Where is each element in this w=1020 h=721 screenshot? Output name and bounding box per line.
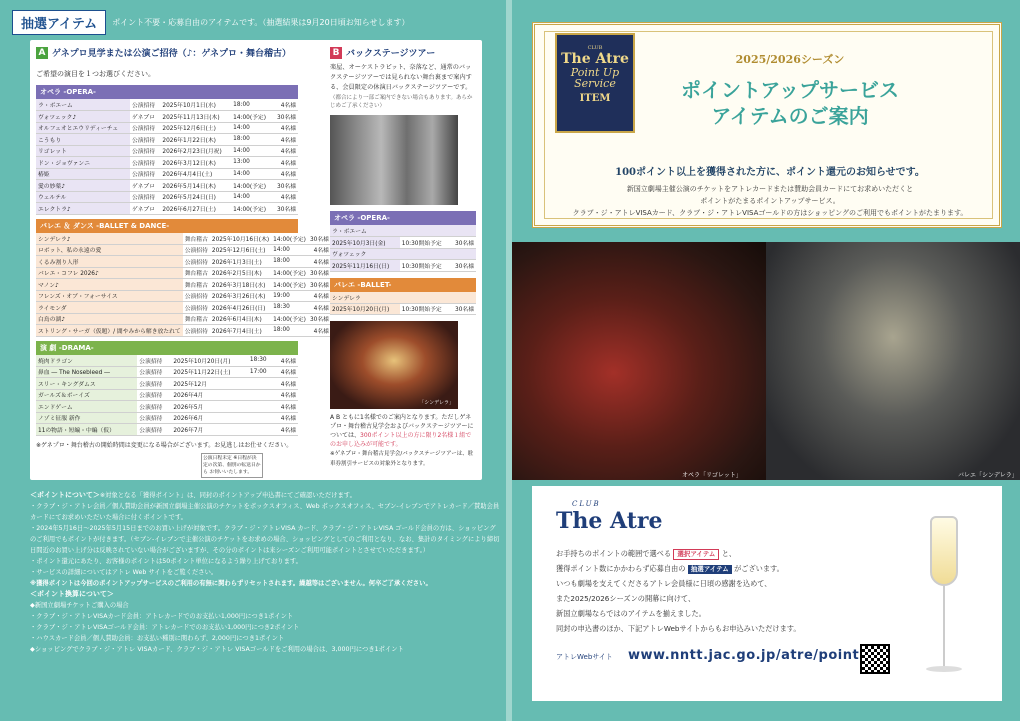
cinderella-ballet-caption: バレエ「シンデレラ」	[958, 472, 1018, 479]
champagne-glass-icon	[922, 516, 966, 686]
table-row	[36, 99, 298, 111]
description	[535, 183, 1005, 219]
table-row	[36, 134, 298, 146]
table-cell: 14:00	[231, 191, 272, 203]
section-b-text: 楽屋、オーケストラピット、奈落など、通常のバックステージツアーでは見られない舞台裏まで案内する、会員限定の休演日バックステージツアーです。	[330, 64, 472, 91]
drama-note: 公演日程未定 ※日程が決定の次第、個別の転送日から お伺いいたします。	[201, 453, 263, 478]
description-1: 新国立劇場主催公演のチケットをアトレカードまたは賛助会員カードにてお求めいただくと	[626, 185, 914, 193]
table-cell: 2025年11月22日(土)	[171, 366, 248, 378]
table-cell: バレエ・コフレ 2026♪	[36, 267, 183, 279]
table-cell: ロボット、私の永遠の愛	[36, 244, 183, 256]
table-cell	[248, 424, 274, 436]
club-text	[556, 546, 856, 636]
backstage-opera-category: オペラ -OPERA-	[330, 211, 476, 225]
table-cell: 14:00(予定)	[271, 233, 308, 245]
table-cell: 公演招待	[137, 401, 171, 413]
table-cell: 2025年10月16日(木)	[210, 233, 271, 245]
table-cell: 公演招待	[183, 290, 210, 302]
table-cell: 4名様	[308, 325, 331, 337]
table-cell: 2025年10月20日(月)	[171, 355, 248, 367]
subline: 100ポイント以上を獲得された方に、ポイント還元のお知らせです。	[615, 167, 925, 178]
table-cell: こうもり	[36, 134, 130, 146]
table-cell: 30名様	[308, 279, 331, 291]
table-cell: ノゾミ征服 新作	[36, 412, 137, 424]
backstage-opera	[330, 211, 476, 272]
table-cell: 2026年1月22日(木)	[160, 134, 231, 146]
logo-club: CLUB	[587, 45, 603, 51]
table-cell: エレクトラ♪	[36, 203, 130, 215]
club-word: CLUB	[572, 500, 601, 508]
backstage-opera-table	[330, 225, 476, 272]
table-cell: 公演招待	[137, 366, 171, 378]
qr-code-icon[interactable]	[860, 644, 890, 674]
club-atre-logo	[555, 33, 635, 133]
cinderella-ballet-photo	[766, 242, 1020, 480]
table-cell: 舞台稽古	[183, 233, 210, 245]
table-cell: 4名様	[308, 302, 331, 314]
table-row	[36, 256, 331, 268]
table-cell: 18:00	[271, 256, 308, 268]
table-cell: ヴォツェック	[330, 248, 476, 260]
description-2: ポイントがたまるポイントアップサービス。	[700, 197, 840, 205]
drama-table	[36, 355, 298, 436]
glass-base	[926, 666, 962, 672]
table-cell: 公演招待	[130, 145, 160, 157]
table-cell: 4名様	[272, 157, 298, 169]
table-cell: 2026年6月	[171, 412, 248, 424]
points-note-0: ※対象となる「獲得ポイント」は、同封のポイントアップ申込書にてご確認いただけます。	[99, 492, 356, 499]
table-row	[36, 424, 298, 436]
table-row	[36, 203, 298, 215]
table-cell: 4名様	[274, 412, 298, 424]
table-cell: 10:30開始予定	[400, 260, 450, 272]
table-cell: 4名様	[272, 99, 298, 111]
table-row	[36, 290, 331, 302]
table-row	[36, 313, 331, 325]
conversion-heading: ＜ポイント換算について＞	[30, 590, 114, 598]
backstage-ballet-table	[330, 292, 476, 316]
table-cell: 30名様	[450, 260, 476, 272]
table-row	[36, 355, 298, 367]
season-label: 2025/2026シーズン	[735, 53, 845, 66]
table-cell: 4名様	[272, 134, 298, 146]
table-cell: 2026年2月23日(月祝)	[160, 145, 231, 157]
section-b-badge: B	[330, 47, 342, 59]
table-row	[36, 366, 298, 378]
stage-photos	[512, 242, 1020, 480]
website-url[interactable]: www.nntt.jac.go.jp/atre/point	[628, 648, 860, 663]
table-cell: 30名様	[308, 267, 331, 279]
table-cell	[248, 412, 274, 424]
club-text-5: 新国立劇場ならではのアイテムを揃えました。	[556, 609, 706, 618]
table-cell: 30名様	[272, 203, 298, 215]
points-note-5: ※獲得ポイントは今回のポイントアップサービスのご利用の有無に関わらずリセットされます。繰越等はございません。何卒ご了承ください。	[30, 580, 432, 587]
table-cell: 公演招待	[137, 412, 171, 424]
table-cell: 焼肉ドラゴン	[36, 355, 137, 367]
table-row	[36, 145, 298, 157]
table-cell: 30名様	[308, 233, 331, 245]
club-text-2b: がございます。	[734, 564, 784, 573]
table-cell: ストリング・サーガ（仮題）/ 闇やみから解き放たれて	[36, 325, 183, 337]
table-row	[36, 279, 331, 291]
table-row	[36, 111, 298, 123]
table-cell: 2025年12月6日(土)	[160, 122, 231, 134]
table-cell: 2026年5月	[171, 401, 248, 413]
table-cell: 舞台稽古	[183, 313, 210, 325]
table-row	[36, 233, 331, 245]
table-cell: ウェルテル	[36, 191, 130, 203]
table-cell: 14:00(予定)	[231, 111, 272, 123]
main-title	[660, 77, 920, 129]
table-row	[330, 225, 476, 237]
table-row	[36, 157, 298, 169]
table-cell: リゴレット	[36, 145, 130, 157]
table-cell: 4名様	[274, 424, 298, 436]
opera-category: オペラ -OPERA-	[36, 85, 298, 99]
table-cell: オルフェオとエウリディーチェ	[36, 122, 130, 134]
conversion-3: ・ハウスカード会員／個人賛助会員：お支払い種別に関わらず、2,000円につき1ポイント	[30, 635, 285, 642]
table-cell: 舞台稽古	[183, 267, 210, 279]
table-cell: 18:00	[271, 325, 308, 337]
table-cell: シンデレラ♪	[36, 233, 183, 245]
section-b-foot-red: 300ポイント以上の方に限り2名様１組でのお申し込みが可能です。	[330, 432, 472, 448]
section-a-title: ゲネプロ見学または公演ご招待（♪：ゲネプロ・舞台稽古）	[52, 49, 292, 59]
table-row	[36, 401, 298, 413]
backstage-photo	[330, 115, 458, 205]
table-cell: 18:00	[231, 99, 272, 111]
table-cell: 14:00(予定)	[271, 267, 308, 279]
table-cell: ヴォツェック♪	[36, 111, 130, 123]
table-cell: 14:00	[231, 122, 272, 134]
description-3: クラブ・ジ・アトレVISAカード、クラブ・ジ・アトレVISAゴールドの方はショッピングのご利用でもポイントがたまります。	[572, 209, 968, 217]
table-cell: 公演招待	[137, 378, 171, 390]
section-b-foot2: ※ゲネプロ・舞台稽古見学会/バックステージツアーは、駐車券割引サービスの対象外となります。	[330, 451, 474, 467]
table-cell: 14:00	[231, 168, 272, 180]
table-cell: 公演招待	[130, 168, 160, 180]
table-cell: 4名様	[308, 290, 331, 302]
table-cell: 4名様	[308, 256, 331, 268]
conversion-4: ◆ショッピングでクラブ・ジ・アトレ VISAカード、クラブ・ジ・アトレ VISAゴールドをご利用の場合は、3,000円につき1ポイント	[30, 646, 404, 653]
table-cell: 鼻血 ― The Nosebleed ―	[36, 366, 137, 378]
cinderella-caption: 「シンデレラ」	[419, 400, 454, 406]
table-cell: 公演招待	[137, 424, 171, 436]
table-cell: ドン・ジョヴァンニ	[36, 157, 130, 169]
table-cell: 2026年3月18日(水)	[210, 279, 271, 291]
table-cell: 公演招待	[130, 99, 160, 111]
lottery-item-label: 抽選アイテム	[688, 565, 732, 574]
table-cell: 愛の妙薬♪	[36, 180, 130, 192]
section-a-intro: ご希望の演目を１つお選びください。	[36, 70, 155, 78]
table-cell: 白鳥の湖♪	[36, 313, 183, 325]
left-page	[0, 0, 508, 721]
table-cell: 2026年6月4日(木)	[210, 313, 271, 325]
table-cell: 公演招待	[137, 355, 171, 367]
section-b-title: バックステージツアー	[346, 49, 436, 59]
table-cell: 14:00(予定)	[271, 313, 308, 325]
hero-panel	[532, 22, 1002, 228]
table-cell: 14:00	[231, 145, 272, 157]
ballet-category: バレエ ＆ ダンス -BALLET & DANCE-	[36, 219, 298, 233]
table-cell	[248, 378, 274, 390]
ballet-table	[36, 233, 331, 337]
table-row	[36, 412, 298, 424]
atre-wordmark: The Atre	[556, 508, 663, 534]
table-cell: 30名様	[272, 111, 298, 123]
conversion-0: ◆新国立劇場チケットご購入の場合	[30, 602, 129, 609]
rigoletto-caption: オペラ「リゴレット」	[682, 472, 742, 479]
table-cell: 4名様	[272, 122, 298, 134]
table-cell: スリー・キングダムス	[36, 378, 137, 390]
table-cell: 4名様	[272, 145, 298, 157]
table-cell: 30名様	[450, 303, 476, 315]
club-text-4: また2025/2026シーズンの開幕に向けて、	[556, 594, 696, 603]
table-row	[36, 378, 298, 390]
opera-table	[36, 99, 298, 215]
points-note-3: ・ポイント還元にあたり、お客様のポイントは50ポイント単位になるよう繰り上げております。	[30, 558, 302, 565]
lottery-card	[30, 40, 482, 480]
table-cell: 30名様	[272, 180, 298, 192]
table-cell: ラ・ボエーム	[330, 225, 476, 237]
table-cell: 4名様	[272, 191, 298, 203]
table-cell: 公演招待	[130, 122, 160, 134]
table-cell: ラ・ボエーム	[36, 99, 130, 111]
table-cell: 14:00	[271, 244, 308, 256]
table-cell: 13:00	[231, 157, 272, 169]
right-page	[512, 0, 1020, 721]
table-cell: 2026年5月14日(木)	[160, 180, 231, 192]
table-row	[36, 302, 331, 314]
table-cell: 18:00	[231, 134, 272, 146]
table-cell: 4名様	[274, 355, 298, 367]
table-cell: 4名様	[272, 168, 298, 180]
table-cell: 2025年11月13日(木)	[160, 111, 231, 123]
section-a-footnote: ※ゲネプロ・舞台稽古の開始時間は変更になる場合がございます。お見逃しはお仕せください。	[36, 441, 293, 449]
table-row	[330, 292, 476, 304]
section-a-badge: A	[36, 47, 48, 59]
table-cell: 10:30開始予定	[400, 303, 450, 315]
table-row	[330, 303, 476, 315]
glass-stem	[943, 586, 945, 666]
table-cell: 4名様	[274, 401, 298, 413]
top-bar	[12, 12, 409, 32]
table-cell: ゲネプロ	[130, 180, 160, 192]
table-cell: 2026年7月	[171, 424, 248, 436]
club-text-1a: お手持ちのポイントの範囲で選べる	[556, 549, 672, 558]
table-cell: 2026年6月27日(土)	[160, 203, 231, 215]
table-cell	[248, 389, 274, 401]
club-text-3: いつも劇場を支えてくださるアトレ会員様に日頃の感謝を込めて、	[556, 579, 772, 588]
table-row	[36, 325, 331, 337]
table-cell: エンドゲーム	[36, 401, 137, 413]
backstage-ballet	[330, 278, 476, 316]
table-cell: 30名様	[308, 313, 331, 325]
table-cell: 18:30	[248, 355, 274, 367]
table-cell: 公演招待	[183, 302, 210, 314]
club-panel	[532, 486, 1002, 701]
table-cell: 公演招待	[183, 256, 210, 268]
points-note-4: ・サービスの詳細についてはアトレ Web サイトをご覧ください。	[30, 569, 218, 576]
table-row	[36, 267, 331, 279]
table-cell: 10:30開始予定	[400, 237, 450, 249]
table-cell: 18:30	[271, 302, 308, 314]
table-cell: 2026年3月26日(木)	[210, 290, 271, 302]
table-cell: ゲネプロ	[130, 203, 160, 215]
table-cell: 2026年3月12日(木)	[160, 157, 231, 169]
table-cell: 公演招待	[130, 157, 160, 169]
table-cell: 舞台稽古	[183, 279, 210, 291]
table-cell: 2026年4月	[171, 389, 248, 401]
section-b-header	[330, 46, 476, 59]
table-cell: 30名様	[450, 237, 476, 249]
table-row	[36, 389, 298, 401]
table-cell: ゲネプロ	[130, 111, 160, 123]
points-note-1: ・クラブ・ジ・アトレ会員／個人賛助会員が新国立劇場主催公演のチケットをボックスオフィス、Web ボックスオフィス、セブン-イレブンでアトレカード／賛助会員カードにてお求めいただいた場合に付くポイントです。	[30, 503, 500, 521]
cinderella-photo	[330, 321, 458, 409]
table-row	[330, 248, 476, 260]
table-row	[330, 260, 476, 272]
table-cell: 2026年5月24日(日)	[160, 191, 231, 203]
table-cell: 14:00(予定)	[231, 180, 272, 192]
rigoletto-photo	[512, 242, 766, 480]
table-cell: 2026年4月4日(土)	[160, 168, 231, 180]
table-cell: 14:00(予定)	[231, 203, 272, 215]
main-title-line2: アイテムのご案内	[711, 104, 869, 128]
table-cell: 2026年1月3日(土)	[210, 256, 271, 268]
table-cell: 2025年10月1日(水)	[160, 99, 231, 111]
conversion-1: ・クラブ・ジ・アトレVISAカード会員：アトレカードでのお支払い1,000円につき1ポイント	[30, 613, 294, 620]
table-cell: くるみ割り人形	[36, 256, 183, 268]
table-cell: 2026年7月4日(土)	[210, 325, 271, 337]
table-cell: 2025年12月6日(土)	[210, 244, 271, 256]
logo-point: Point Up Service	[570, 66, 620, 90]
table-cell: シンデレラ	[330, 292, 476, 304]
section-b	[330, 46, 476, 469]
table-cell: 2026年2月5日(木)	[210, 267, 271, 279]
section-a-header	[36, 46, 298, 59]
select-item-label: 選択アイテム	[673, 549, 719, 560]
table-cell: 2025年10月20日(月)	[330, 303, 400, 315]
table-row	[36, 244, 331, 256]
lottery-item-note: ポイント不要・応募自由のアイテムです。（抽選結果は9月20日頃お知らせします）	[112, 17, 410, 27]
table-cell: フレンズ・オブ・フォーサイス	[36, 290, 183, 302]
points-notes	[30, 490, 500, 655]
drama-category: 演 劇 -DRAMA-	[36, 341, 298, 355]
table-cell: 11の物語・短編・中編（仮）	[36, 424, 137, 436]
points-note-2: ・2024年5月16日～2025年5月15日までのお買い上げが対象です。クラブ・ジ・アトレVISA カード、クラブ・ジ・アトレVISA ゴールド会員の方は、ショッピングのご利用でもポイントが付きます。（セブン-イレブンで主催公演のチケットをお求めの場合、ショッピングとしてのご利用となり、なお、集計のタイミングにより締切日間近のお買い上げ分は反映されていない場合がございますが、その分のポイントは来シーズンご利用可能ポイントとさせていただきます。）	[30, 525, 500, 554]
backstage-ballet-category: バレエ -BALLET-	[330, 278, 476, 292]
table-cell: 2026年4月26日(日)	[210, 302, 271, 314]
club-text-1b: と、	[721, 549, 737, 558]
club-text-2a: 獲得ポイント数にかかわらず応募自由の	[556, 564, 686, 573]
table-cell: 14:00(予定)	[271, 279, 308, 291]
table-cell: 公演招待	[183, 325, 210, 337]
table-cell: 公演招待	[137, 389, 171, 401]
conversion-2: ・クラブ・ジ・アトレVISAゴールド会員：アトレカードでのお支払い1,000円につき2ポイント	[30, 624, 300, 631]
main-title-line1: ポイントアップサービス	[681, 78, 899, 102]
table-cell: 4名様	[274, 366, 298, 378]
section-b-note: （都合により一部ご案内できない場合もあります。あらかじめご了承ください）	[330, 95, 473, 109]
table-cell: 椿姫	[36, 168, 130, 180]
table-row	[36, 180, 298, 192]
table-cell: 公演招待	[183, 244, 210, 256]
table-cell	[248, 401, 274, 413]
table-cell: 公演招待	[130, 191, 160, 203]
table-cell: 4名様	[308, 244, 331, 256]
table-cell: 4名様	[274, 378, 298, 390]
table-row	[36, 168, 298, 180]
logo-atre: The Atre	[561, 51, 629, 67]
points-heading: ＜ポイントについて＞	[30, 491, 100, 499]
table-cell: 4名様	[274, 389, 298, 401]
table-row	[36, 191, 298, 203]
logo-item: ITEM	[579, 93, 611, 104]
lottery-item-tag: 抽選アイテム	[12, 10, 106, 35]
section-a	[36, 46, 329, 475]
table-row	[330, 237, 476, 249]
section-b-foot1: A B ともに1名様でのご案内となります。ただしゲネプロ・舞台稽古見学会およびバックステージツアーについては、	[330, 414, 474, 439]
table-cell: 2025年10月3日(金)	[330, 237, 400, 249]
table-row	[36, 122, 298, 134]
glass-bowl	[930, 516, 958, 586]
table-cell: 公演招待	[130, 134, 160, 146]
website-label: アトレWebサイト	[556, 653, 613, 661]
table-cell: 2025年12月	[171, 378, 248, 390]
table-cell: ガールズ＆ボーイズ	[36, 389, 137, 401]
section-b-footer	[330, 413, 476, 469]
table-cell: マノン♪	[36, 279, 183, 291]
table-cell: ライモンダ	[36, 302, 183, 314]
table-cell: 2025年11月16日(日)	[330, 260, 400, 272]
table-cell: 19:00	[271, 290, 308, 302]
table-cell: 17:00	[248, 366, 274, 378]
club-text-6: 同封の申込書のほか、下記アトレWebサイトからもお申込みいただけます。	[556, 624, 801, 633]
